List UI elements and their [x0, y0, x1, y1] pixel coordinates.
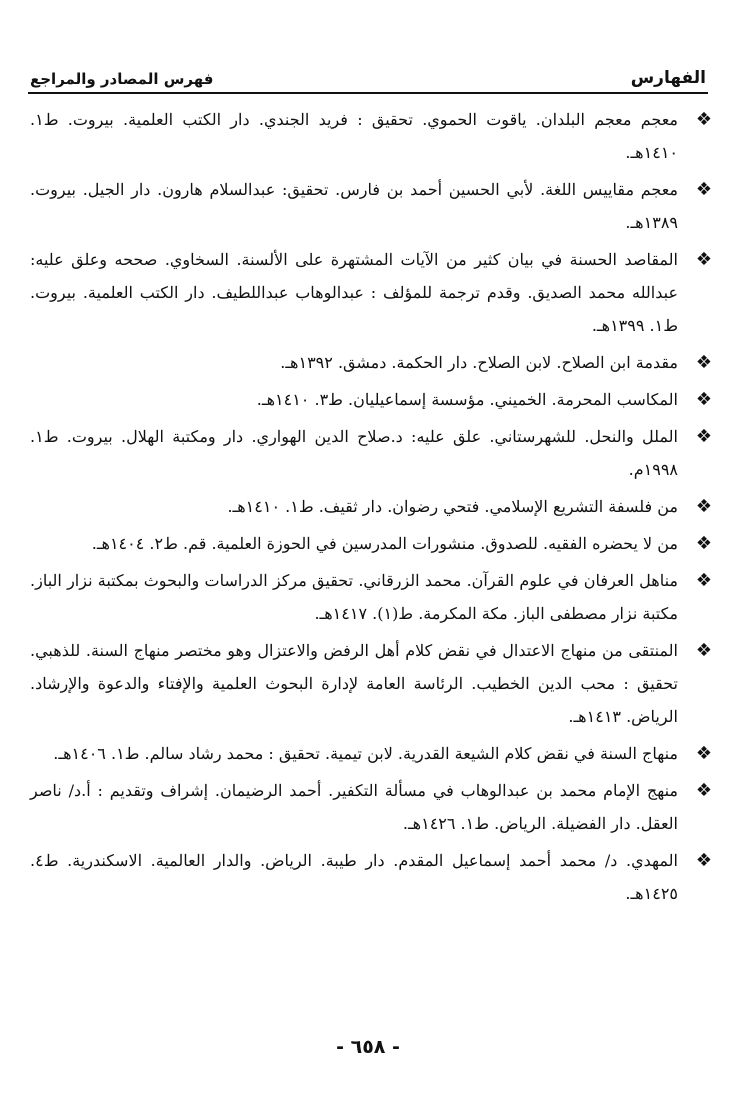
bibliography-entry — [30, 383, 712, 416]
diamond-ornament-icon: ❖ — [695, 426, 712, 447]
entry-text: مقدمة ابن الصلاح. لابن الصلاح. دار الحكمة. دمشق. ١٣٩٢هـ. — [280, 353, 678, 372]
bibliography-entry — [30, 774, 712, 840]
diamond-ornament-icon: ❖ — [695, 850, 712, 871]
diamond-ornament-icon: ❖ — [695, 249, 712, 270]
header-divider — [28, 92, 708, 94]
bibliography-list — [30, 103, 712, 914]
bibliography-entry — [30, 564, 712, 630]
bibliography-entry — [30, 737, 712, 770]
entry-text: من لا يحضره الفقيه. للصدوق. منشورات المدرسين في الحوزة العلمية. قم. ط٢. ١٤٠٤هـ. — [91, 534, 678, 553]
bibliography-entry — [30, 103, 712, 169]
entry-text: المكاسب المحرمة. الخميني. مؤسسة إسماعيليان. ط٣. ١٤١٠هـ. — [256, 390, 678, 409]
diamond-ornament-icon: ❖ — [695, 496, 712, 517]
bibliography-entry — [30, 490, 712, 523]
diamond-ornament-icon: ❖ — [695, 109, 712, 130]
entry-text: المقاصد الحسنة في بيان كثير من الآيات المشتهرة على الألسنة. السخاوي. صححه وعلق عليه: عبدالله محمد الصديق. وقدم ترجمة للمؤلف : عبدالوهاب عبداللطيف. دار الكتب العلمية. بيروت. ط١. ١٣٩٩هـ. — [30, 250, 678, 335]
entry-text: من فلسفة التشريع الإسلامي. فتحي رضوان. دار ثقيف. ط١. ١٤١٠هـ. — [227, 497, 678, 516]
bibliography-entry — [30, 634, 712, 733]
diamond-ornament-icon: ❖ — [695, 640, 712, 661]
diamond-ornament-icon: ❖ — [695, 743, 712, 764]
header-chapter-title: فهرس المصادر والمراجع — [30, 70, 214, 88]
bibliography-entry — [30, 346, 712, 379]
entry-text: المهدي. د/ محمد أحمد إسماعيل المقدم. دار طيبة. الرياض. والدار العالمية. الاسكندرية. ط٤. ١٤٢٥هـ. — [30, 851, 678, 903]
diamond-ornament-icon: ❖ — [695, 780, 712, 801]
bibliography-entry — [30, 527, 712, 560]
entry-text: منهج الإمام محمد بن عبدالوهاب في مسألة التكفير. أحمد الرضيمان. إشراف وتقديم : أ.د/ ناصر العقل. دار الفضيلة. الرياض. ط١. ١٤٢٦هـ. — [30, 781, 678, 833]
bibliography-entry — [30, 420, 712, 486]
diamond-ornament-icon: ❖ — [695, 389, 712, 410]
entry-text: معجم معجم البلدان. ياقوت الحموي. تحقيق : فريد الجندي. دار الكتب العلمية. بيروت. ط١. ١٤١٠هـ. — [30, 110, 678, 162]
entry-text: الملل والنحل. للشهرستاني. علق عليه: د.صلاح الدين الهواري. دار ومكتبة الهلال. بيروت. ط١. ١٩٩٨م. — [30, 427, 678, 479]
entry-text: مناهل العرفان في علوم القرآن. محمد الزرقاني. تحقيق مركز الدراسات والبحوث بمكتبة نزار الباز. مكتبة نزار مصطفى الباز. مكة المكرمة. ط(١). ١٤١٧هـ. — [30, 571, 678, 623]
entry-text: المنتقى من منهاج الاعتدال في نقض كلام أهل الرفض والاعتزال وهو مختصر منهاج السنة. للذهبي. تحقيق : محب الدين الخطيب. الرئاسة العامة لإدارة البحوث العلمية والإفتاء والدعوة والإرشاد. الرياض. ١٤١٣هـ. — [30, 641, 678, 726]
diamond-ornament-icon: ❖ — [695, 179, 712, 200]
entry-text: معجم مقاييس اللغة. لأبي الحسين أحمد بن فارس. تحقيق: عبدالسلام هارون. دار الجيل. بيروت. ١٣٨٩هـ. — [30, 180, 678, 232]
diamond-ornament-icon: ❖ — [695, 533, 712, 554]
entry-text: منهاج السنة في نقض كلام الشيعة القدرية. لابن تيمية. تحقيق : محمد رشاد سالم. ط١. ١٤٠٦هـ. — [53, 744, 678, 763]
bibliography-entry — [30, 243, 712, 342]
running-header — [30, 58, 706, 88]
diamond-ornament-icon: ❖ — [695, 352, 712, 373]
page-number: - ٦٥٨ - — [336, 1036, 400, 1058]
bibliography-entry — [30, 844, 712, 910]
bibliography-entry — [30, 173, 712, 239]
header-section-title: الفهارس — [630, 68, 706, 88]
diamond-ornament-icon: ❖ — [695, 570, 712, 591]
